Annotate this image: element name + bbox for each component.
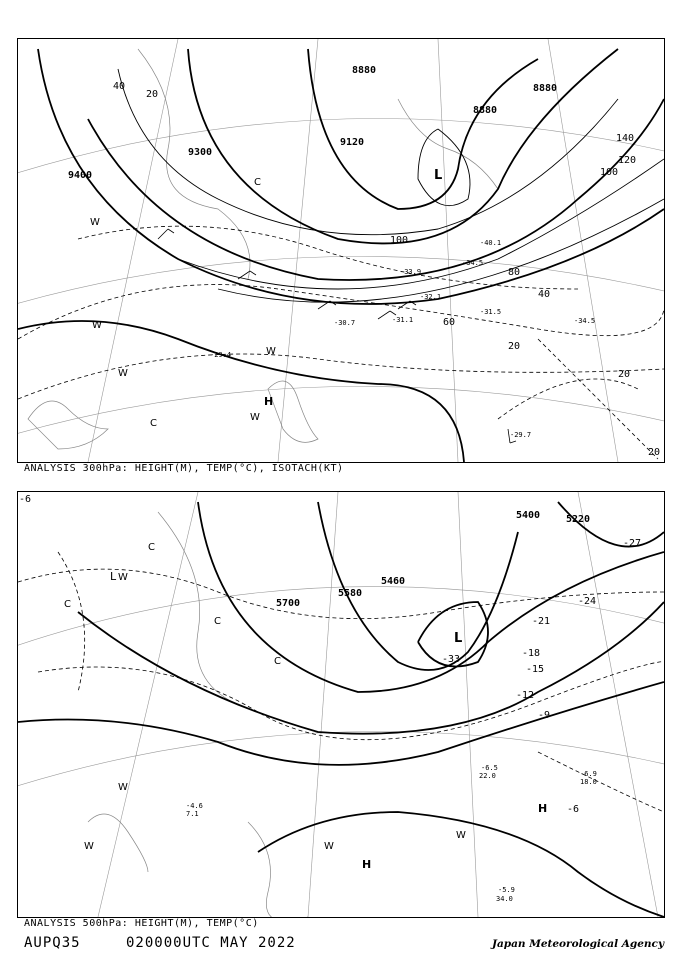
temp-label: -29.4 [210, 351, 232, 359]
high-pressure-symbol: H [362, 858, 372, 871]
temp-label: -9 [538, 710, 551, 721]
station-value: -6.9 [580, 770, 597, 778]
height-label: 5400 [516, 510, 541, 521]
station-value: 18.0 [580, 778, 597, 786]
temp-label: -15 [526, 664, 545, 675]
isotach-label: 20 [508, 341, 521, 352]
graticule [18, 39, 664, 462]
warm-symbol: W [266, 346, 276, 357]
valid-time: 020000UTC MAY 2022 [126, 935, 296, 951]
temp-label: -33 [442, 654, 461, 665]
cold-symbol: C [214, 616, 221, 627]
cold-symbol: C [274, 656, 281, 667]
height-label: 9300 [188, 147, 213, 158]
height-label: 8880 [533, 83, 558, 94]
isotachs-300 [118, 69, 664, 302]
chart-300hpa [17, 38, 665, 463]
height-label: 9120 [340, 137, 365, 148]
graticule [18, 492, 664, 917]
warm-symbol: W [118, 572, 128, 583]
isotach-label: 40 [113, 81, 126, 92]
cold-symbol: C [150, 418, 157, 429]
cold-symbol: C [254, 177, 261, 188]
low-pressure-symbol: L [454, 631, 463, 646]
map-500hpa [18, 492, 664, 917]
temp-label: -24 [578, 596, 597, 607]
temp-label: -34.5 [462, 259, 484, 267]
warm-symbol: W [118, 368, 128, 379]
warm-symbol: W [250, 412, 260, 423]
isotach-label: 20 [146, 89, 159, 100]
temp-label: -21 [532, 616, 551, 627]
isotach-label: 80 [508, 267, 521, 278]
isotach-label: 120 [618, 155, 637, 166]
temp-label: -32.1 [420, 293, 442, 301]
high-pressure-symbol: H [538, 802, 548, 815]
isotach-label: 100 [600, 167, 619, 178]
isotach-label: 100 [390, 235, 409, 246]
warm-symbol: W [118, 782, 128, 793]
isotach-label: 60 [443, 317, 456, 328]
height-contours-300 [18, 49, 664, 462]
temp-label: -29.7 [510, 431, 532, 439]
temp-label: -31.1 [392, 316, 414, 324]
station-value: 34.0 [496, 895, 513, 903]
temp-label: -18 [522, 648, 541, 659]
high-pressure-symbol: H [264, 395, 274, 408]
temp-label: -27 [623, 538, 642, 549]
product-code: AUPQ35 [24, 935, 81, 951]
warm-symbol: W [90, 217, 100, 228]
station-value: -5.9 [498, 886, 515, 894]
low-pressure-symbol: L [434, 168, 443, 183]
height-label: 9400 [68, 170, 93, 181]
height-label: 5580 [338, 588, 363, 599]
station-value: -6.5 [481, 764, 498, 772]
agency-name: Japan Meteorological Agency [492, 938, 665, 950]
temp-label: -34.5 [574, 317, 596, 325]
coastlines [28, 49, 498, 449]
station-value: -4.6 [186, 802, 203, 810]
height-label: 5220 [566, 514, 591, 525]
station-value: 22.0 [479, 772, 496, 780]
temp-label: -6 [567, 804, 580, 815]
corner-value: -6 [19, 494, 32, 505]
caption-500hpa: ANALYSIS 500hPa: HEIGHT(M), TEMP(°C) [24, 918, 259, 929]
warm-symbol: W [92, 320, 102, 331]
cold-symbol: C [64, 599, 71, 610]
height-label: 8880 [473, 105, 498, 116]
isotach-label: 40 [538, 289, 551, 300]
temp-label: -12 [516, 690, 535, 701]
height-label: 8880 [352, 65, 377, 76]
caption-300hpa: ANALYSIS 300hPa: HEIGHT(M), TEMP(°C), ISOTACH(KT) [24, 463, 344, 474]
station-value: 7.1 [186, 810, 199, 818]
isotach-label: 20 [618, 369, 631, 380]
warm-symbol: W [84, 841, 94, 852]
warm-symbol: W [456, 830, 466, 841]
temp-label: -30.7 [334, 319, 356, 327]
temp-label: -33.9 [400, 268, 422, 276]
height-label: 5700 [276, 598, 301, 609]
temp-label: -40.1 [480, 239, 502, 247]
chart-500hpa [17, 491, 665, 918]
low-pressure-symbol: L [110, 570, 117, 583]
isotach-label: 20 [648, 447, 661, 458]
height-label: 5460 [381, 576, 406, 587]
warm-symbol: W [324, 841, 334, 852]
height-contours-500 [18, 502, 664, 917]
isotach-label: 140 [616, 133, 635, 144]
map-300hpa [18, 39, 664, 462]
temp-label: -31.5 [480, 308, 502, 316]
cold-symbol: C [148, 542, 155, 553]
